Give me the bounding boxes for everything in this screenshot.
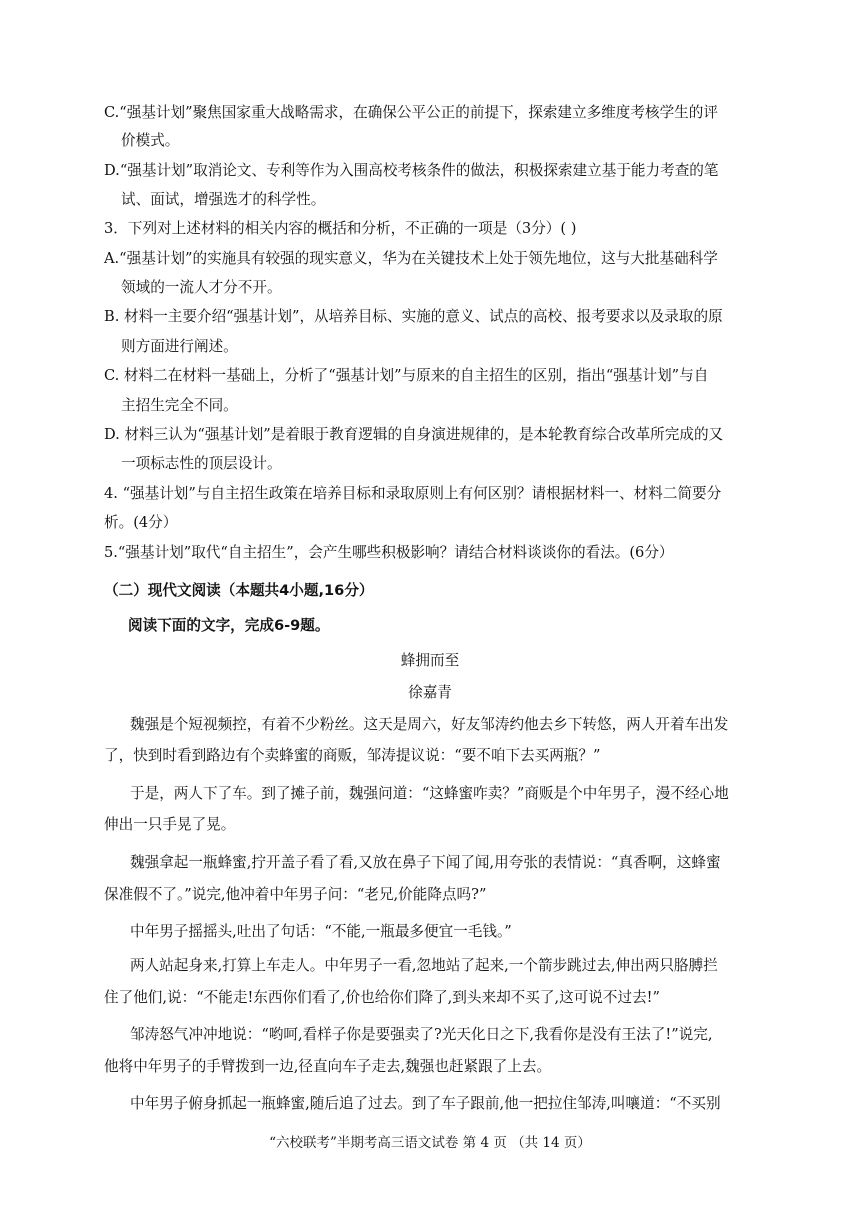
q3-stem: 3．下列对上述材料的相关内容的概括和分析，不正确的一项是（3分）( ) <box>104 220 577 237</box>
story-para1-line1: 魏强是个短视频控，有着不少粉丝。这天是周六，好友邹涛约他去乡下转悠，两人开着车出发 <box>130 716 729 733</box>
section-heading: （二）现代文阅读（本题共4小题,16分） <box>104 582 374 599</box>
story-para7-line1: 中年男子俯身抓起一瓶蜂蜜,随后追了过去。到了车子跟前,他一把拉住邹涛,叫嚷道：“不买别 <box>130 1095 721 1112</box>
q2-option-c-line1: C.“强基计划”聚焦国家重大战略需求，在确保公平公正的前提下，探索建立多维度考核学生的评 <box>104 104 718 121</box>
q4-line1: 4. “强基计划”与自主招生政策在培养目标和录取原则上有何区别？请根据材料一、材料二简要分 <box>104 485 722 502</box>
q3-option-a-line1: A.“强基计划”的实施具有较强的现实意义，华为在关键技术上处于领先地位，这与大批基础科学 <box>104 250 718 267</box>
q3-option-d-line1: D. 材料三认为“强基计划”是着眼于教育逻辑的自身演进规律的，是本轮教育综合改革所完成的又 <box>104 426 724 443</box>
q5-stem: 5.“强基计划”取代“自主招生”，会产生哪些积极影响？请结合材料谈谈你的看法。(6分） <box>104 544 674 561</box>
story-title: 蜂拥而至 <box>400 652 460 669</box>
story-para1-line2: 了，快到时看到路边有个卖蜂蜜的商贩，邹涛提议说：“要不咱下去买两瓶？” <box>104 747 601 764</box>
q3-option-b-line1: B. 材料一主要介绍“强基计划”，从培养目标、实施的意义、试点的高校、报考要求以及录取的原 <box>104 308 723 325</box>
story-para5-line1: 两人站起身来,打算上车走人。中年男子一看,忽地站了起来,一个箭步跳过去,伸出两只胳膊拦 <box>130 957 718 974</box>
page-footer: “六校联考”半期考高三语文试卷 第 4 页 （共 14 页） <box>269 1135 591 1151</box>
q3-option-d-line2: 一项标志性的顶层设计。 <box>121 455 282 472</box>
section-instruction: 阅读下面的文字，完成6-9题。 <box>128 617 330 634</box>
story-para4-line1: 中年男子摇摇头,吐出了句话：“不能,一瓶最多便宜一毛钱。” <box>130 923 512 940</box>
q3-option-c-line1: C. 材料二在材料一基础上，分析了“强基计划”与原来的自主招生的区别，指出“强基计划”与自 <box>104 367 709 384</box>
story-para3-line2: 保准假不了。”说完,他冲着中年男子问：“老兄,价能降点吗?” <box>104 886 487 903</box>
q3-option-b-line2: 则方面进行阐述。 <box>121 338 238 355</box>
story-para6-line2: 他将中年男子的手臂拨到一边,径直向车子走去,魏强也赶紧跟了上去。 <box>104 1058 552 1075</box>
q3-option-c-line2: 主招生完全不同。 <box>121 397 238 414</box>
q3-option-a-line2: 领域的一流人才分不开。 <box>121 279 282 296</box>
story-para6-line1: 邹涛怒气冲冲地说：“哟呵,看样子你是要强卖了?光天化日之下,我看你是没有王法了!”说完, <box>130 1026 713 1043</box>
story-para2-line2: 伸出一只手晃了晃。 <box>104 816 236 833</box>
q2-option-c-line2: 价模式。 <box>121 132 180 149</box>
story-para5-line2: 住了他们,说：“不能走!东西你们看了,价也给你们降了,到头来却不买了,这可说不过去!” <box>104 989 660 1006</box>
q2-option-d-line2: 试、面试，增强选才的科学性。 <box>121 191 326 208</box>
q2-option-d-line1: D.“强基计划”取消论文、专利等作为入围高校考核条件的做法，积极探索建立基于能力考查的笔 <box>104 162 719 179</box>
q4-line2: 析。(4分） <box>104 514 178 531</box>
story-para3-line1: 魏强拿起一瓶蜂蜜,拧开盖子看了看,又放在鼻子下闻了闻,用夸张的表情说：“真香啊，这蜂蜜 <box>130 854 721 871</box>
story-author: 徐嘉青 <box>408 684 452 701</box>
story-para2-line1: 于是，两人下了车。到了摊子前，魏强问道：“这蜂蜜咋卖？”商贩是个中年男子，漫不经心地 <box>130 785 729 802</box>
